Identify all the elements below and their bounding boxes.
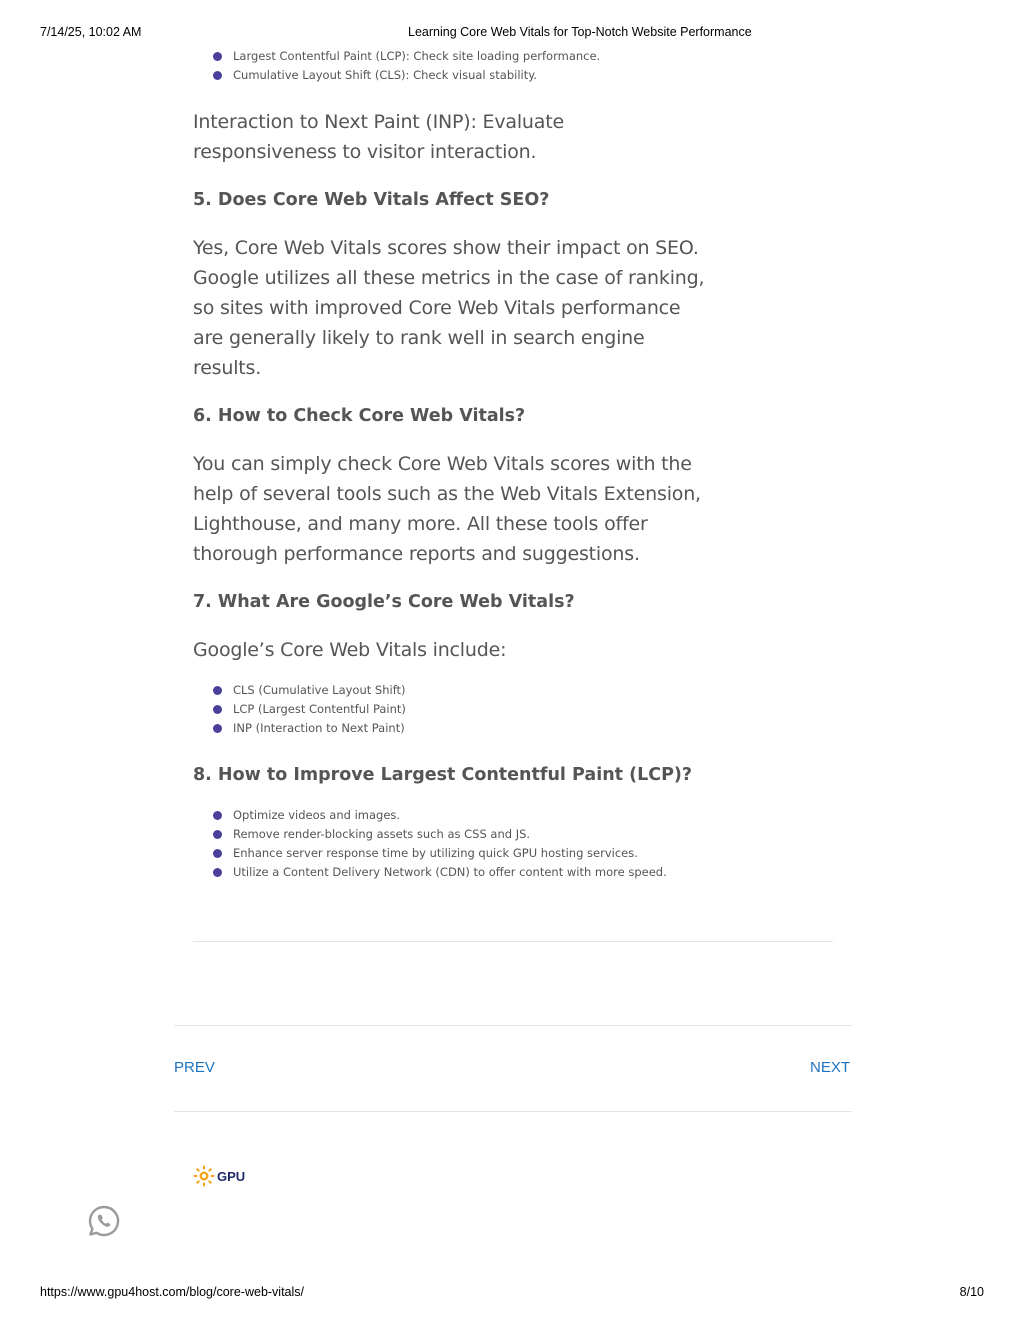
bullet-icon (213, 705, 222, 714)
print-datetime: 7/14/25, 10:02 AM (40, 25, 142, 39)
list-item: Largest Contentful Paint (LCP): Check site loading performance. (213, 47, 733, 66)
top-bullet-list (193, 47, 733, 85)
bullet-icon (213, 52, 222, 61)
bullet-icon (213, 868, 222, 877)
bullet-icon (213, 811, 222, 820)
list-item: Utilize a Content Delivery Network (CDN) to offer content with more speed. (213, 863, 733, 882)
prev-link[interactable]: PREV (174, 1059, 215, 1076)
print-footer (0, 1285, 1024, 1305)
bullet-icon (213, 686, 222, 695)
list-item: INP (Interaction to Next Paint) (213, 719, 733, 738)
core-vitals-list (193, 681, 733, 738)
gpu-logo[interactable] (193, 1164, 245, 1188)
faq-intro-7: Google’s Core Web Vitals include: (193, 639, 507, 661)
print-page-number: 8/10 (959, 1285, 984, 1299)
nav-divider-top (174, 1025, 852, 1026)
bullet-icon (213, 71, 222, 80)
logo-text: GPU (217, 1168, 246, 1184)
list-item: CLS (Cumulative Layout Shift) (213, 681, 733, 700)
print-header (0, 25, 1024, 45)
list-item: LCP (Largest Contentful Paint) (213, 700, 733, 719)
faq-heading-7: 7. What Are Google’s Core Web Vitals? (193, 592, 575, 612)
faq-heading-6: 6. How to Check Core Web Vitals? (193, 406, 526, 426)
list-item: Optimize videos and images. (213, 806, 733, 825)
list-item: Enhance server response time by utilizing quick GPU hosting services. (213, 844, 733, 863)
inp-paragraph: Interaction to Next Paint (INP): Evaluate responsiveness to visitor interaction. (193, 111, 564, 163)
nav-divider-bottom (174, 1111, 852, 1112)
sun-logo-icon (193, 1165, 215, 1187)
faq-heading-8: 8. How to Improve Largest Contentful Paint (LCP)? (193, 765, 693, 785)
bullet-icon (213, 849, 222, 858)
faq-answer-6: You can simply check Core Web Vitals scores with the help of several tools such as the Web Vitals Extension, Lighthouse, and many more. All these tools offer thorough performance reports and suggestions. (193, 453, 701, 565)
list-item: Remove render-blocking assets such as CSS and JS. (213, 825, 733, 844)
next-link[interactable]: NEXT (809, 1059, 850, 1076)
print-title: Learning Core Web Vitals for Top-Notch Website Performance (408, 25, 752, 39)
bullet-icon (213, 724, 222, 733)
print-url: https://www.gpu4host.com/blog/core-web-vitals/ (40, 1285, 305, 1299)
lcp-improve-list (193, 806, 733, 882)
faq-heading-5: 5. Does Core Web Vitals Affect SEO? (193, 190, 550, 210)
list-item: Cumulative Layout Shift (CLS): Check visual stability. (213, 66, 733, 85)
whatsapp-icon[interactable] (87, 1204, 121, 1238)
faq-answer-5: Yes, Core Web Vitals scores show their impact on SEO. Google utilizes all these metrics in the case of ranking, so sites with improved Core Web Vitals performance are generally likely to rank well in search engine results. (193, 237, 705, 379)
content-divider (193, 941, 833, 942)
bullet-icon (213, 830, 222, 839)
